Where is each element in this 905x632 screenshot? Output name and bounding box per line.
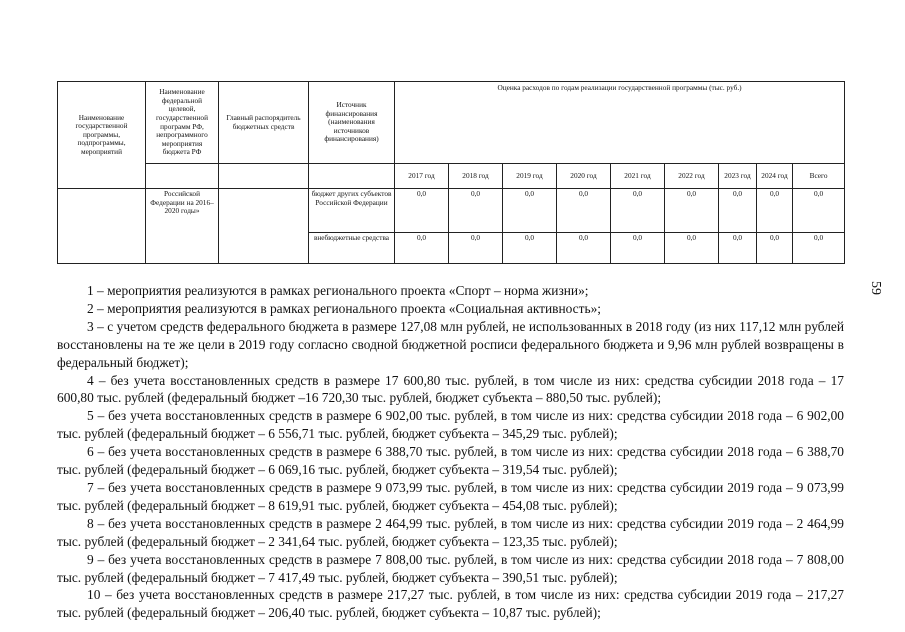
total-cell: 0,0 [793, 189, 845, 233]
value-cell: 0,0 [611, 233, 665, 264]
total-cell: 0,0 [793, 233, 845, 264]
header-target-blank [146, 164, 219, 189]
footnote: 10 – без учета восстановленных средств в размере 217,27 тыс. рублей, в том числе из них: средства субсидии 2019 года – 217,27 тыс. рублей (федеральный бюджет – 206,40 тыс. рублей, бюджет субъекта – 10,87 тыс. рублей); [57, 587, 844, 621]
value-cell: 0,0 [503, 189, 557, 233]
footnote: 2 – мероприятия реализуются в рамках регионального проекта «Социальная активность»; [87, 300, 602, 316]
value-cell: 0,0 [611, 189, 665, 233]
footnote: 8 – без учета восстановленных средств в размере 2 464,99 тыс. рублей, в том числе из них: средства субсидии 2019 года – 2 464,99 тыс. рублей (федеральный бюджет – 2 341,64 тыс. рублей, бюджет субъекта – 123,35 тыс. рублей); [57, 515, 844, 549]
value-cell: 0,0 [557, 189, 611, 233]
footnotes [57, 282, 844, 622]
total-header: Всего [793, 164, 845, 189]
year-header: 2021 год [611, 164, 665, 189]
footnote: 3 – с учетом средств федерального бюджета в размере 127,08 млн рублей, не использованных в 2018 году (из них 117,12 млн рублей восстановлены на те же цели в 2019 году согласно сводной бюджетной росписи федерального бюджета и 9,96 млн рублей возвращены в федеральный бюджет); [57, 318, 844, 370]
budget-table [57, 81, 845, 264]
year-header: 2020 год [557, 164, 611, 189]
value-cell: 0,0 [757, 189, 793, 233]
value-cell: 0,0 [557, 233, 611, 264]
header-manager-blank [219, 164, 309, 189]
year-header: 2018 год [449, 164, 503, 189]
target-program-cell: Российской Федерации на 2016–2020 годы» [146, 189, 219, 264]
footnote: 4 – без учета восстановленных средств в размере 17 600,80 тыс. рублей, в том числе из них: средства субсидии 2018 года – 17 600,80 тыс. рублей (федеральный бюджет –16 720,30 тыс. рублей, бюджет субъекта – 880,50 тыс. рублей); [57, 372, 844, 406]
year-header: 2022 год [665, 164, 719, 189]
value-cell: 0,0 [395, 233, 449, 264]
page-number: 59 [868, 281, 883, 295]
value-cell: 0,0 [719, 233, 757, 264]
value-cell: 0,0 [395, 189, 449, 233]
header-program: Наименование государственной программы, подпрограммы, мероприятий [58, 82, 146, 189]
value-cell: 0,0 [449, 189, 503, 233]
year-header: 2023 год [719, 164, 757, 189]
value-cell: 0,0 [757, 233, 793, 264]
footnote: 6 – без учета восстановленных средств в размере 6 388,70 тыс. рублей, в том числе из них: средства субсидии 2018 года – 6 388,70 тыс. рублей (федеральный бюджет – 6 069,16 тыс. рублей, бюджет субъекта – 319,54 тыс. рублей); [57, 444, 844, 478]
value-cell: 0,0 [503, 233, 557, 264]
header-source: Источник финансирования (наименования источников финансирования) [309, 82, 395, 164]
value-cell: 0,0 [665, 189, 719, 233]
value-cell: 0,0 [449, 233, 503, 264]
year-header: 2017 год [395, 164, 449, 189]
header-estimate: Оценка расходов по годам реализации государственной программы (тыс. руб.) [395, 82, 845, 164]
table-header-row [58, 82, 845, 164]
source-cell: внебюджетные средства [309, 233, 395, 264]
table-row [58, 189, 845, 233]
value-cell: 0,0 [719, 189, 757, 233]
footnote: 9 – без учета восстановленных средств в размере 7 808,00 тыс. рублей, в том числе из них: средства субсидии 2018 года – 7 808,00 тыс. рублей (федеральный бюджет – 7 417,49 тыс. рублей, бюджет субъекта – 390,51 тыс. рублей); [57, 551, 844, 585]
footnote: 7 – без учета восстановленных средств в размере 9 073,99 тыс. рублей, в том числе из них: средства субсидии 2019 года – 9 073,99 тыс. рублей (федеральный бюджет – 8 619,91 тыс. рублей, бюджет субъекта – 454,08 тыс. рублей); [57, 479, 844, 513]
footnote: 1 – мероприятия реализуются в рамках регионального проекта «Спорт – норма жизни»; [87, 283, 589, 298]
program-cell [58, 189, 146, 264]
value-cell: 0,0 [665, 233, 719, 264]
footnote: 5 – без учета восстановленных средств в размере 6 902,00 тыс. рублей, в том числе из них: средства субсидии 2018 года – 6 902,00 тыс. рублей (федеральный бюджет – 6 556,71 тыс. рублей, бюджет субъекта – 345,29 тыс. рублей); [57, 408, 844, 442]
header-target-program: Наименование федеральной целевой, государственной программ РФ, непрограммного мероприятия бюджета РФ [146, 82, 219, 164]
source-cell: бюджет других субъектов Российской Федерации [309, 189, 395, 233]
header-source-blank [309, 164, 395, 189]
manager-cell [219, 189, 309, 264]
year-header: 2024 год [757, 164, 793, 189]
header-manager: Главный распорядитель бюджетных средств [219, 82, 309, 164]
year-header: 2019 год [503, 164, 557, 189]
table-year-row [58, 164, 845, 189]
